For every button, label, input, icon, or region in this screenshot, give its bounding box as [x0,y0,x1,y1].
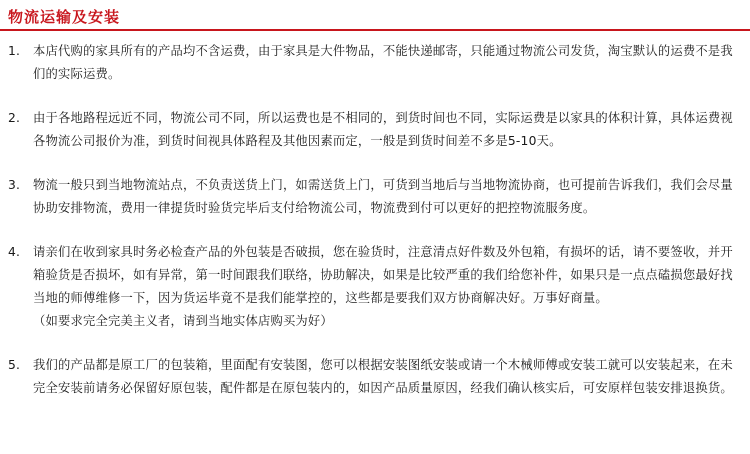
item-note: （如要求完全完美主义者，请到当地实体店购买为好） [33,314,333,328]
header-divider [0,29,750,31]
policy-item-3 [0,174,750,220]
item-number: 1. [8,44,21,58]
section-title: 物流运输及安装 [8,8,121,26]
item-text: 请亲们在收到家具时务必检查产品的外包装是否破损，您在验货时，注意清点好件数及外包箱，有损坏的话，请不要签收，并开箱验货是否损坏，如有异常，第一时间跟我们联络，协助解决，如果是比较严重的我们给您补件，如果只是一点点磕损您最好找当地的师傅维修一下，因为货运毕竟不是我们能掌控的，这些都是要我们双方协商解决好。万事好商量。 [33,245,733,305]
policy-list [0,40,750,421]
item-text: 由于各地路程远近不同，物流公司不同，所以运费也是不相同的，到货时间也不同，实际运费是以家具的体积计算，具体运费视各物流公司报价为准，到货时间视具体路程及其他因素而定，一般是到货时间差不多是5-10天。 [33,111,733,148]
item-number: 2. [8,111,21,125]
item-number: 5. [8,358,21,372]
policy-item-1 [0,40,750,86]
policy-item-2 [0,107,750,153]
policy-item-4 [0,241,750,333]
item-text: 物流一般只到当地物流站点，不负责送货上门，如需送货上门，可货到当地后与当地物流协商，也可提前告诉我们，我们会尽量协助安排物流，费用一律提货时验货完毕后支付给物流公司，物流费到付可以更好的把控物流服务度。 [33,178,733,215]
item-text: 我们的产品都是原工厂的包装箱，里面配有安装图，您可以根据安装图纸安装或请一个木械师傅或安装工就可以安装起来，在未完全安装前请务必保留好原包装，配件都是在原包装内的，如因产品质量原因，经我们确认核实后，可安原样包装安排退换货。 [33,358,733,395]
item-number: 4. [8,245,21,259]
section-header [0,0,750,32]
item-text: 本店代购的家具所有的产品均不含运费，由于家具是大件物品，不能快递邮寄，只能通过物流公司发货，淘宝默认的运费不是我们的实际运费。 [33,44,733,81]
policy-item-5 [0,354,750,400]
item-number: 3. [8,178,21,192]
